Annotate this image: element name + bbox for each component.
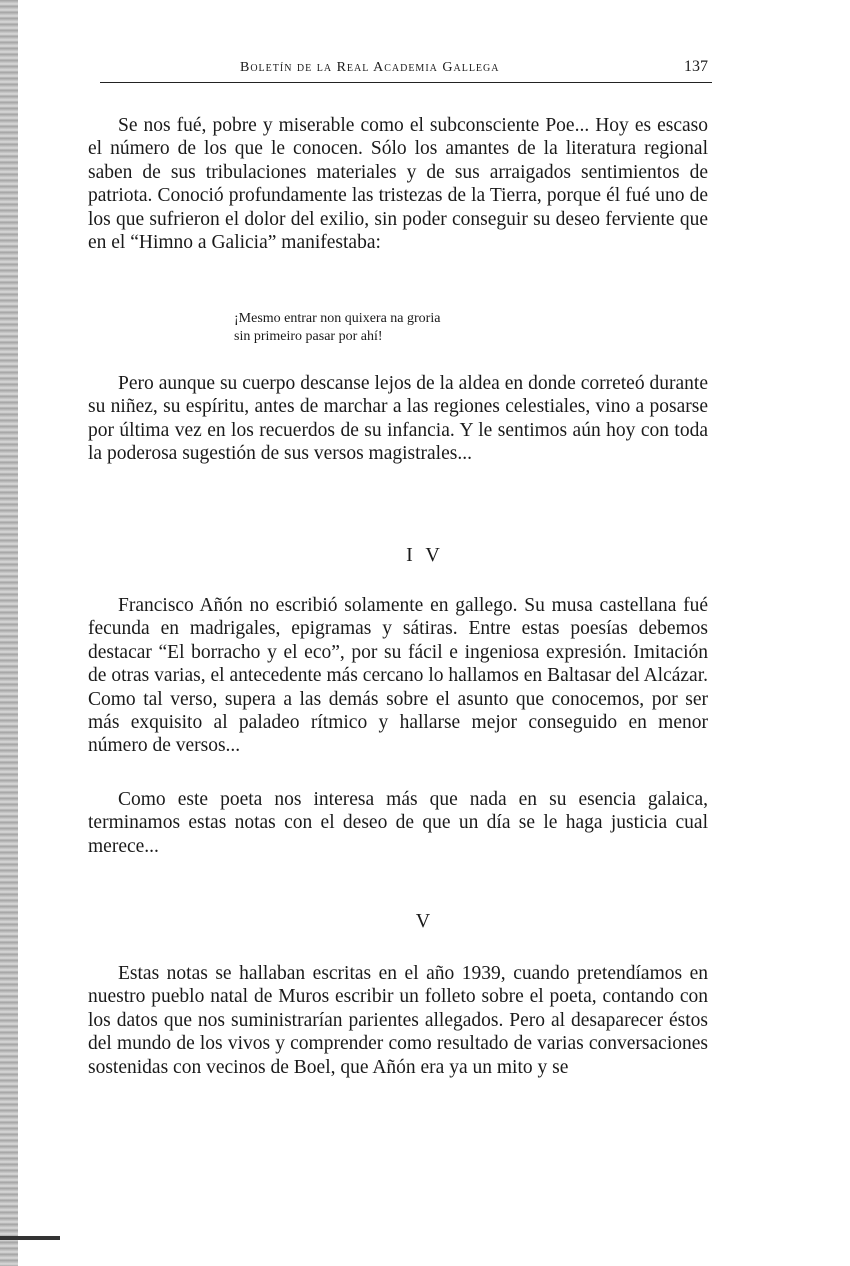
section-iv-paragraph-1 [88, 594, 708, 758]
paragraph: Como este poeta nos interesa más que nada en su esencia galaica, terminamos estas notas con el deseo de que un día se le haga justicia cual merece... [88, 789, 708, 857]
page-number: 137 [684, 58, 708, 75]
section-iv-heading: I V [406, 544, 444, 566]
binding-mark [0, 1236, 60, 1240]
running-title: Boletín de la Real Academia Gallega [240, 60, 500, 75]
section-v-paragraph-1 [88, 962, 708, 1079]
book-binding-edge [0, 0, 18, 1266]
verse-line-1: ¡Mesmo entrar non quixera na groria [234, 311, 441, 326]
page-header [100, 56, 712, 83]
paragraph: Francisco Añón no escribió solamente en gallego. Su musa castellana fué fecunda en madrigales, epigramas y sátiras. Entre estas poesías debemos destacar “El borracho y el eco”, por su fácil e ingeniosa expresión. Imitación de otras varias, el antecedente más cercano lo hallamos en Baltasar del Alcázar. Como tal verso, supera a las demás sobre el asunto que conocemos, por ser más exquisito al paladeo rítmico y hallarse mejor conseguido en menor número de versos... [88, 595, 708, 757]
section-v-heading: V [415, 910, 435, 932]
paragraph: Estas notas se hallaban escritas en el año 1939, cuando pretendíamos en nuestro pueblo natal de Muros escribir un folleto sobre el poeta, contando con los datos que nos suministrarían parientes allegados. Pero al desaparecer éstos del mundo de los vivos y comprender como resultado de varias conversaciones sostenidas con vecinos de Boel, que Añón era ya un mito y se [88, 963, 708, 1078]
section-iii-paragraph-2 [88, 372, 708, 466]
section-iv-paragraph-2 [88, 788, 708, 858]
paragraph: Se nos fué, pobre y miserable como el subconsciente Poe... Hoy es escaso el número de los que le conocen. Sólo los amantes de la literatura regional saben de sus tribulaciones materiales y de sus arraigados sentimientos de patriota. Conoció profundamente las tristezas de la Tierra, porque él fué uno de los que sufrieron el dolor del exilio, sin poder conseguir su deseo ferviente que en el “Himno a Galicia” manifestaba: [88, 115, 708, 254]
verse-line-2: sin primeiro pasar por ahí! [234, 329, 383, 344]
section-iii-paragraph-1 [88, 114, 708, 254]
paragraph: Pero aunque su cuerpo descanse lejos de la aldea en donde correteó durante su niñez, su espíritu, antes de marchar a las regiones celestiales, vino a posarse por última vez en los recuerdos de su infancia. Y le sentimos aún hoy con toda la poderosa sugestión de sus versos magistrales... [88, 373, 708, 465]
